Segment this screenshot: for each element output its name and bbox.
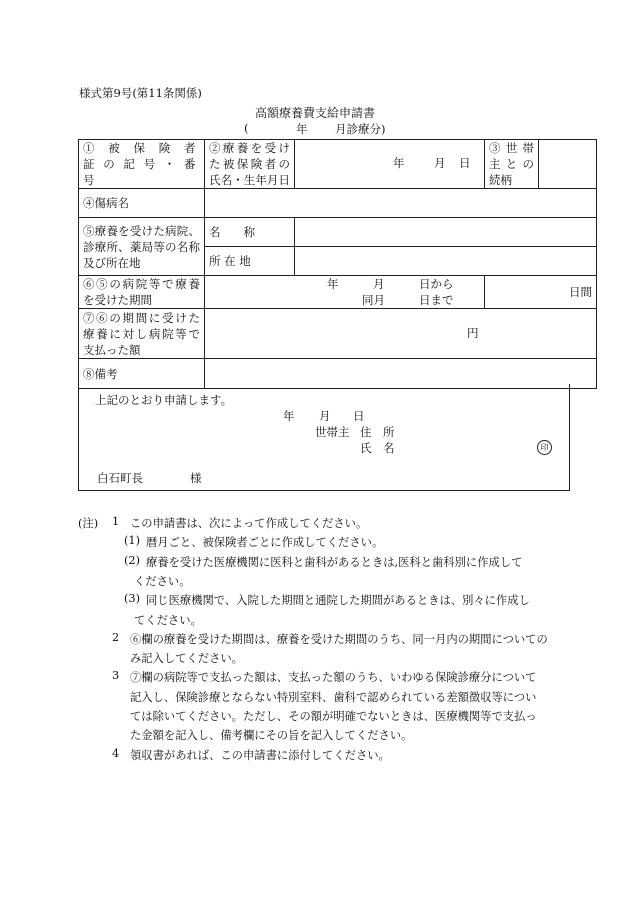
addressee-honorific: 様 [190,471,202,485]
period-from-month: 月 [373,277,385,291]
yen-unit: 円 [467,326,479,340]
disease-name-field[interactable] [205,189,597,218]
hospital-name-label: 名 称 [205,218,295,247]
period-from-year: 年 [327,277,339,291]
days-unit: 日間 [569,285,592,299]
application-form-table [78,139,597,389]
birth-year-label: 年 [393,156,405,170]
period-open: ( [244,121,249,135]
hospital-label: ⑤療養を受けた病院、 診療所、薬局等の名称 及び所在地 [79,218,205,276]
note-number: 3 [112,669,120,683]
period-from-day: 日から [419,277,454,291]
treatment-period-label: ⑥⑤の病院等で療養 を受けた期間 [79,276,205,309]
treatment-period-field[interactable] [205,276,485,309]
note-number: 1 [112,515,120,528]
notes-head: (注) [78,517,99,530]
note-number: (2) [124,553,141,567]
note-number: 2 [112,630,120,644]
note-text: この申請書は、次によって作成してください。 [130,517,368,530]
note-text: み記入してください。 [130,652,243,666]
householder-address-label: 住 所 [360,425,395,439]
period-year: 年 [296,122,308,136]
declaration-text: 上記のとおり申請します。 [95,393,233,407]
patient-name-birth-field[interactable] [295,140,485,189]
period-to-day: 日まで [419,293,454,307]
note-text: てください。 [134,613,202,627]
hospital-name-field[interactable] [295,218,597,247]
declaration-day: 日 [353,409,365,423]
note-text: 記入し、保険診療とならない特別室料、歯科で認められている差額徴収等につい [130,690,537,704]
declaration-month: 月 [319,409,331,423]
declaration-box [78,384,570,491]
birth-month-label: 月 [434,156,446,170]
note-text: 同じ医療機関で、入院した期間と通院した期間があるときは、別々に作成し [146,594,530,608]
householder-name-label: 氏 名 [360,441,395,455]
period-month: 月診療分) [335,122,386,136]
declaration-year: 年 [283,409,295,423]
patient-name-birth-label: ②療養を受け た被保険者の 氏名・生年月日 [205,140,295,189]
document-title: 高額療養費支給申請書 [254,106,375,120]
note-text: 療養を受けた医療機関に医科と歯科があるときは,医科と歯科別に作成して [146,555,523,569]
form-number: 様式第9号(第11条関係) [79,86,202,100]
period-to-month: 同月 [362,293,385,307]
note-text: ください。 [134,574,191,588]
note-number: (3) [124,592,141,606]
note-text: 領収書があれば、この申請書に添付してください。 [130,748,390,762]
note-text: ⑥欄の療養を受けた期間は、療養を受けた期間のうち、同一月内の期間についての [130,632,548,646]
seal-icon: 印 [537,440,552,455]
note-text: ては除いてください。ただし、その額が明確でないときは、医療機関等で支払っ [130,710,537,723]
hospital-address-field[interactable] [295,247,597,276]
relationship-field[interactable] [539,140,597,189]
note-text: ⑦欄の病院等で支払った額は、支払った額のうち、いわゆる保険診療分について [130,671,537,685]
note-number: 4 [112,746,120,760]
seal-mark [537,439,552,455]
addressee: 白石町長 [97,471,143,485]
birth-day-label: 日 [459,156,471,170]
insured-card-number-label: ①被保険者 証の記号・番 号 [79,140,200,189]
payment-amount-label: ⑦⑥の期間に受けた 療養に対し病院等で 支払った額 [79,309,205,359]
remarks-label: ⑧備考 [79,359,205,389]
disease-name-label: ④傷病名 [79,189,205,218]
householder-label: 世帯主 [315,425,350,439]
period-line [244,121,394,137]
treatment-days-field[interactable] [485,276,597,309]
note-text: 暦月ごと、被保険者ごとに作成してください。 [146,536,384,550]
relationship-label: ③世帯 主との 続柄 [485,140,539,189]
note-number: (1) [124,534,141,548]
note-text: た金額を記入し、備考欄にその旨を記入してください。 [130,729,413,743]
hospital-address-label: 所 在 地 [205,247,295,276]
payment-amount-field[interactable] [205,309,597,359]
